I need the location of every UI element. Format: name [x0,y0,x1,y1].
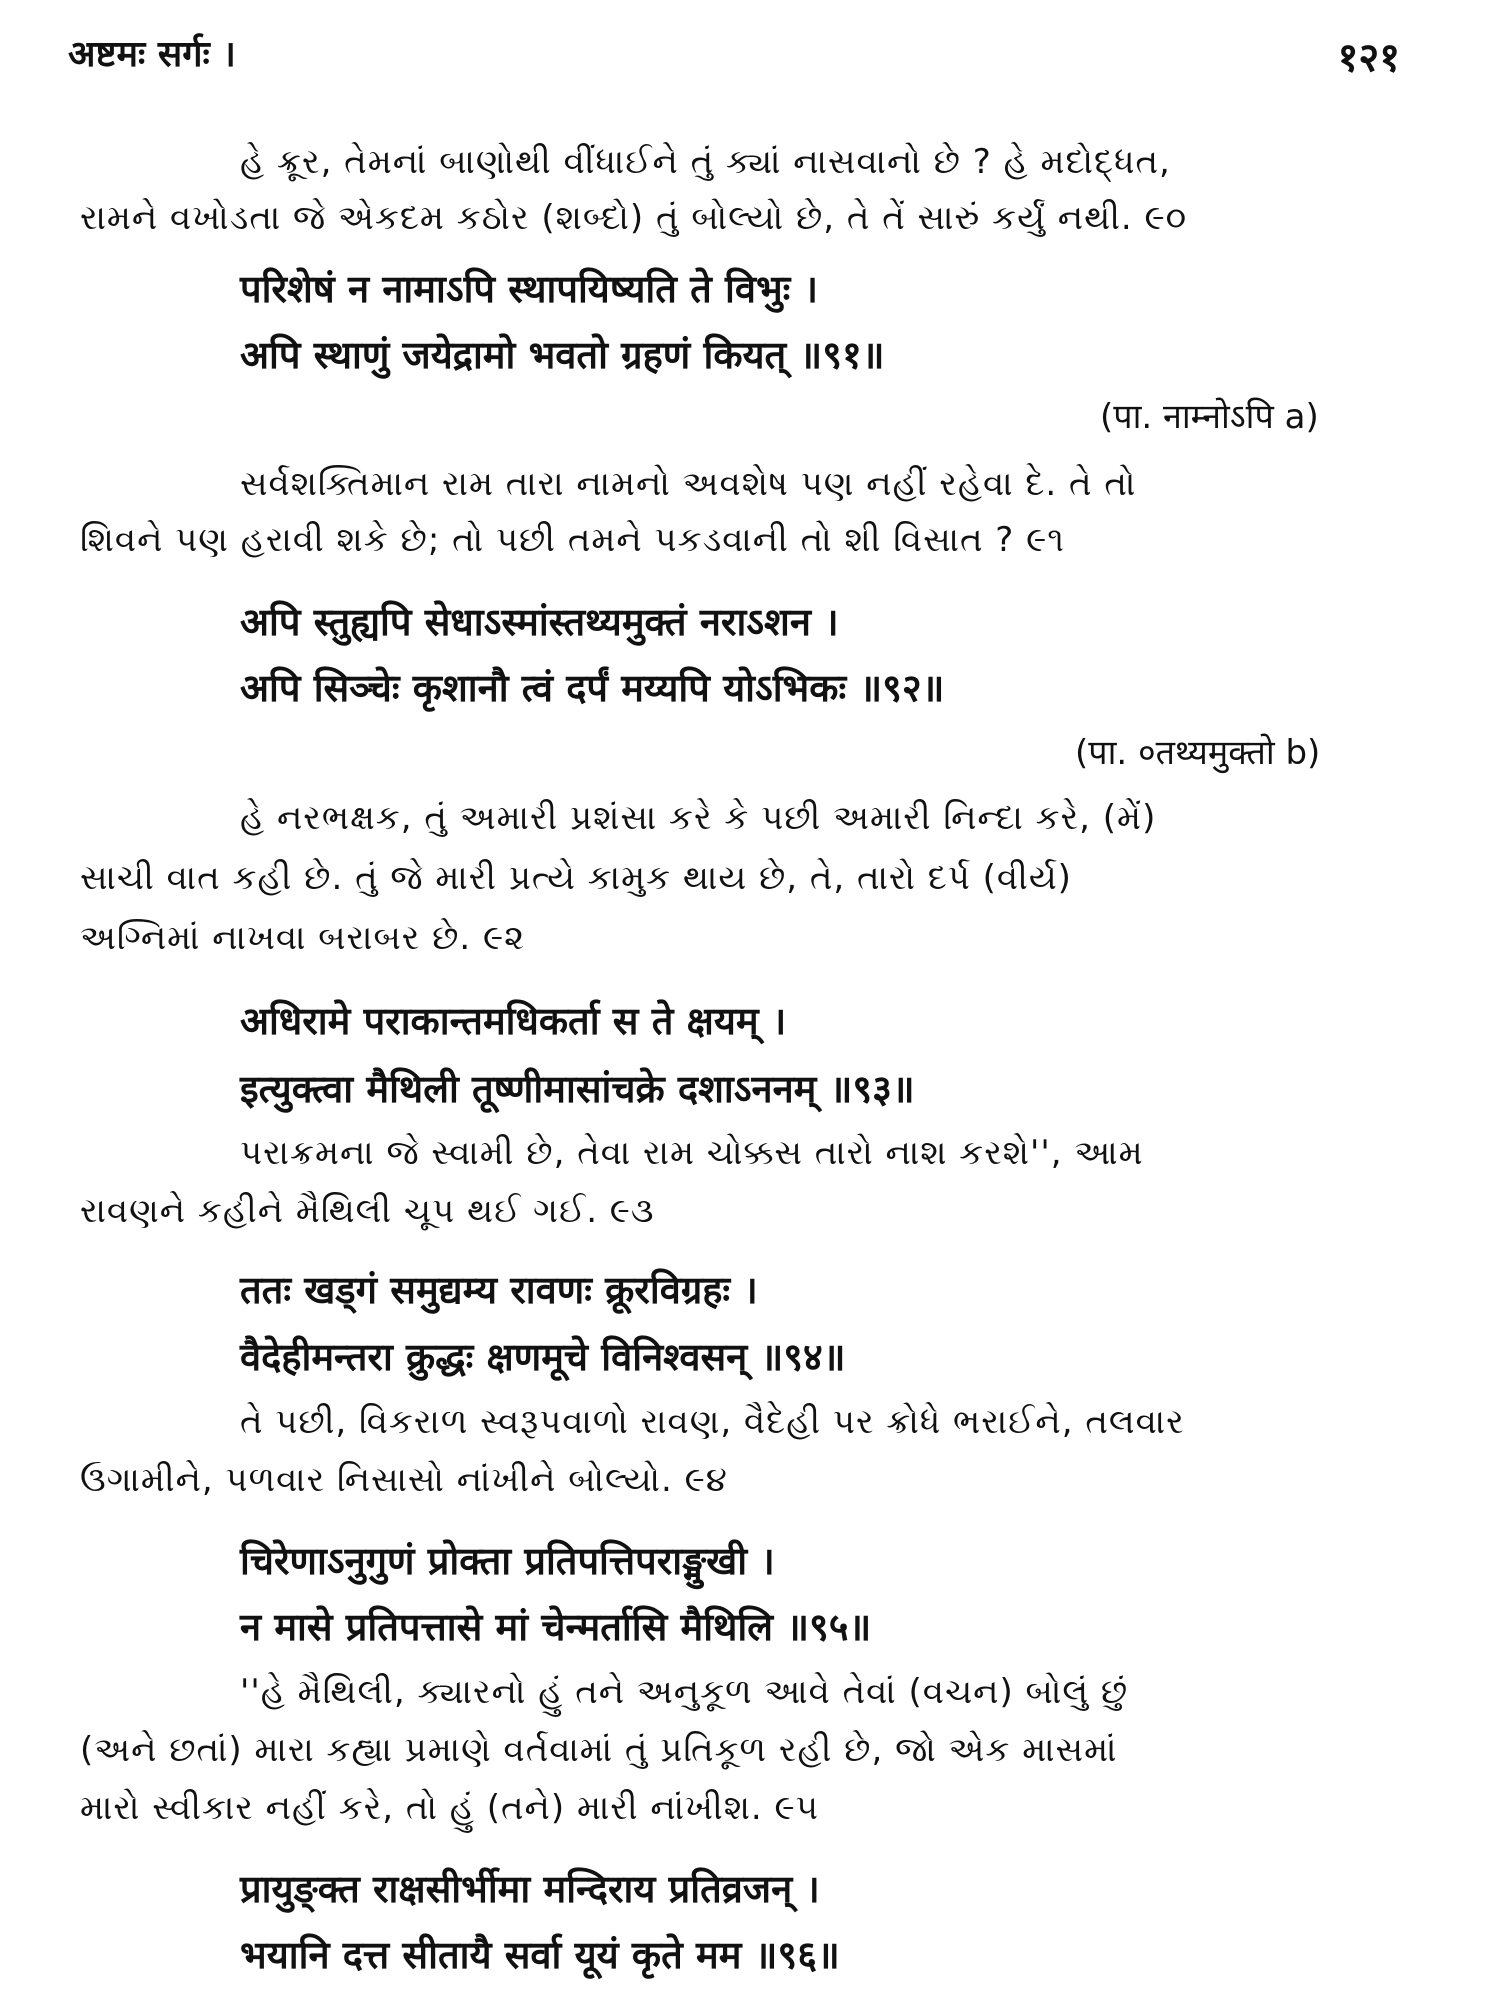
sanskrit-verse-line: प्रायुङ्क्त राक्षसीर्भीमा मन्दिराय प्रतिव्रजन् । [240,1867,820,1911]
sanskrit-verse-line: इत्युक्त्वा मैथिली तूष्णीमासांचक्रे दशाऽननम् ॥९३॥ [240,1067,915,1111]
translation-line: પરાક્રમના જે સ્વામી છે, તેવા રામ ચોક્કસ તારો નાશ કરશે'', આમ [240,1133,1144,1173]
sanskrit-verse-line: वैदेहीमन्तरा क्रुद्धः क्षणमूचे विनिश्वसन् ॥९४॥ [240,1335,846,1379]
sanskrit-verse-line: अधिरामे पराकान्तमधिकर्ता स ते क्षयम् । [240,999,787,1043]
translation-line: (અને છતાં) મારા કહ્યા પ્રમાણે વર્તવામાં તું પ્રતિકૂળ રહી છે, જો એક માસમાં [80,1730,1118,1770]
page-header [0,28,1500,88]
translation-line: રામને વખોડતા જે એકદમ કઠોર (શબ્દો) તું બોલ્યો છે, તે તેં સારું કર્યું નથી. ૯૦ [80,198,1188,238]
sanskrit-verse-line: अपि सिञ्चेः कृशानौ त्वं दर्पं मय्यपि योऽभिकः ॥९२॥ [240,666,945,710]
translation-line: સાચી વાત કહી છે. તું જે મારી પ્રત્યે કામુક થાય છે, તે, તારો દર્પ (વીર્ય) [80,858,1072,898]
translation-line: ઉગામીને, પળવાર નિસાસો નાંખીને બોલ્યો. ૯૪ [80,1460,728,1500]
translation-line: અગ્નિમાં નાખવા બરાબર છે. ૯૨ [80,918,526,958]
translation-line: ''હે મૈથિલી, ક્યારનો હું તને અનુકૂળ આવે તેવાં (વચન) બોલું છું [240,1672,1129,1712]
translation-line: મારો સ્વીકાર નહીં કરે, તો હું (તને) મારી નાંખીશ. ૯૫ [80,1788,820,1828]
translation-line: સર્વશક્તિમાન રામ તારા નામનો અવશેષ પણ નહીં રહેવા દે. તે તો [240,464,1137,504]
sanskrit-verse-line: भयानि दत्त सीतायै सर्वा यूयं कृते मम ॥९६॥ [240,1933,840,1977]
translation-line: શિવને પણ હરાવી શકે છે; તો પછી તમને પકડવાની તો શી વિસાત ? ૯૧ [80,520,1065,560]
variant-reading: (पा. नाम्नोऽपि a) [1100,397,1319,437]
translation-line: તે પછી, વિકરાળ સ્વરૂપવાળો રાવણ, વૈદેહી પર ક્રોધે ભરાઈને, તલવાર [240,1402,1185,1442]
sanskrit-verse-line: न मासे प्रतिपत्तासे मां चेन्मर्तासि मैथिलि ॥९५॥ [240,1605,872,1649]
sanskrit-verse-line: अपि स्तुह्यपि सेधाऽस्मांस्तथ्यमुक्तं नराऽशन । [240,600,839,644]
sanskrit-verse-line: परिशेषं न नामाऽपि स्थापयिष्यति ते विभुः । [240,267,818,311]
sanskrit-verse-line: चिरेणाऽनुगुणं प्रोक्ता प्रतिपत्तिपराङ्मुखी । [240,1539,775,1583]
translation-line: હે ક્રૂર, તેમનાં બાણોથી વીંધાઈને તું ક્યાં નાસવાનો છે ? હે મદોદ્ધત, [240,142,1171,182]
translation-line: હે નરભક્ષક, તું અમારી પ્રશંસા કરે કે પછી અમારી નિન્દા કરે, (મેં) [240,798,1157,838]
sanskrit-verse-line: ततः खड्गं समुद्यम्य रावणः क्रूरविग्रहः । [240,1268,758,1312]
variant-reading: (पा. ०तथ्यमुक्तो b) [1075,733,1321,773]
sanskrit-verse-line: अपि स्थाणुं जयेद्रामो भवतो ग्रहणं कियत् ॥९१॥ [240,333,885,377]
page-number: १२१ [1337,34,1400,81]
translation-line: રાવણને કહીને મૈથિલી ચૂપ થઈ ગઈ. ૯૩ [80,1191,655,1231]
chapter-title: अष्टमः सर्गः । [68,33,236,75]
